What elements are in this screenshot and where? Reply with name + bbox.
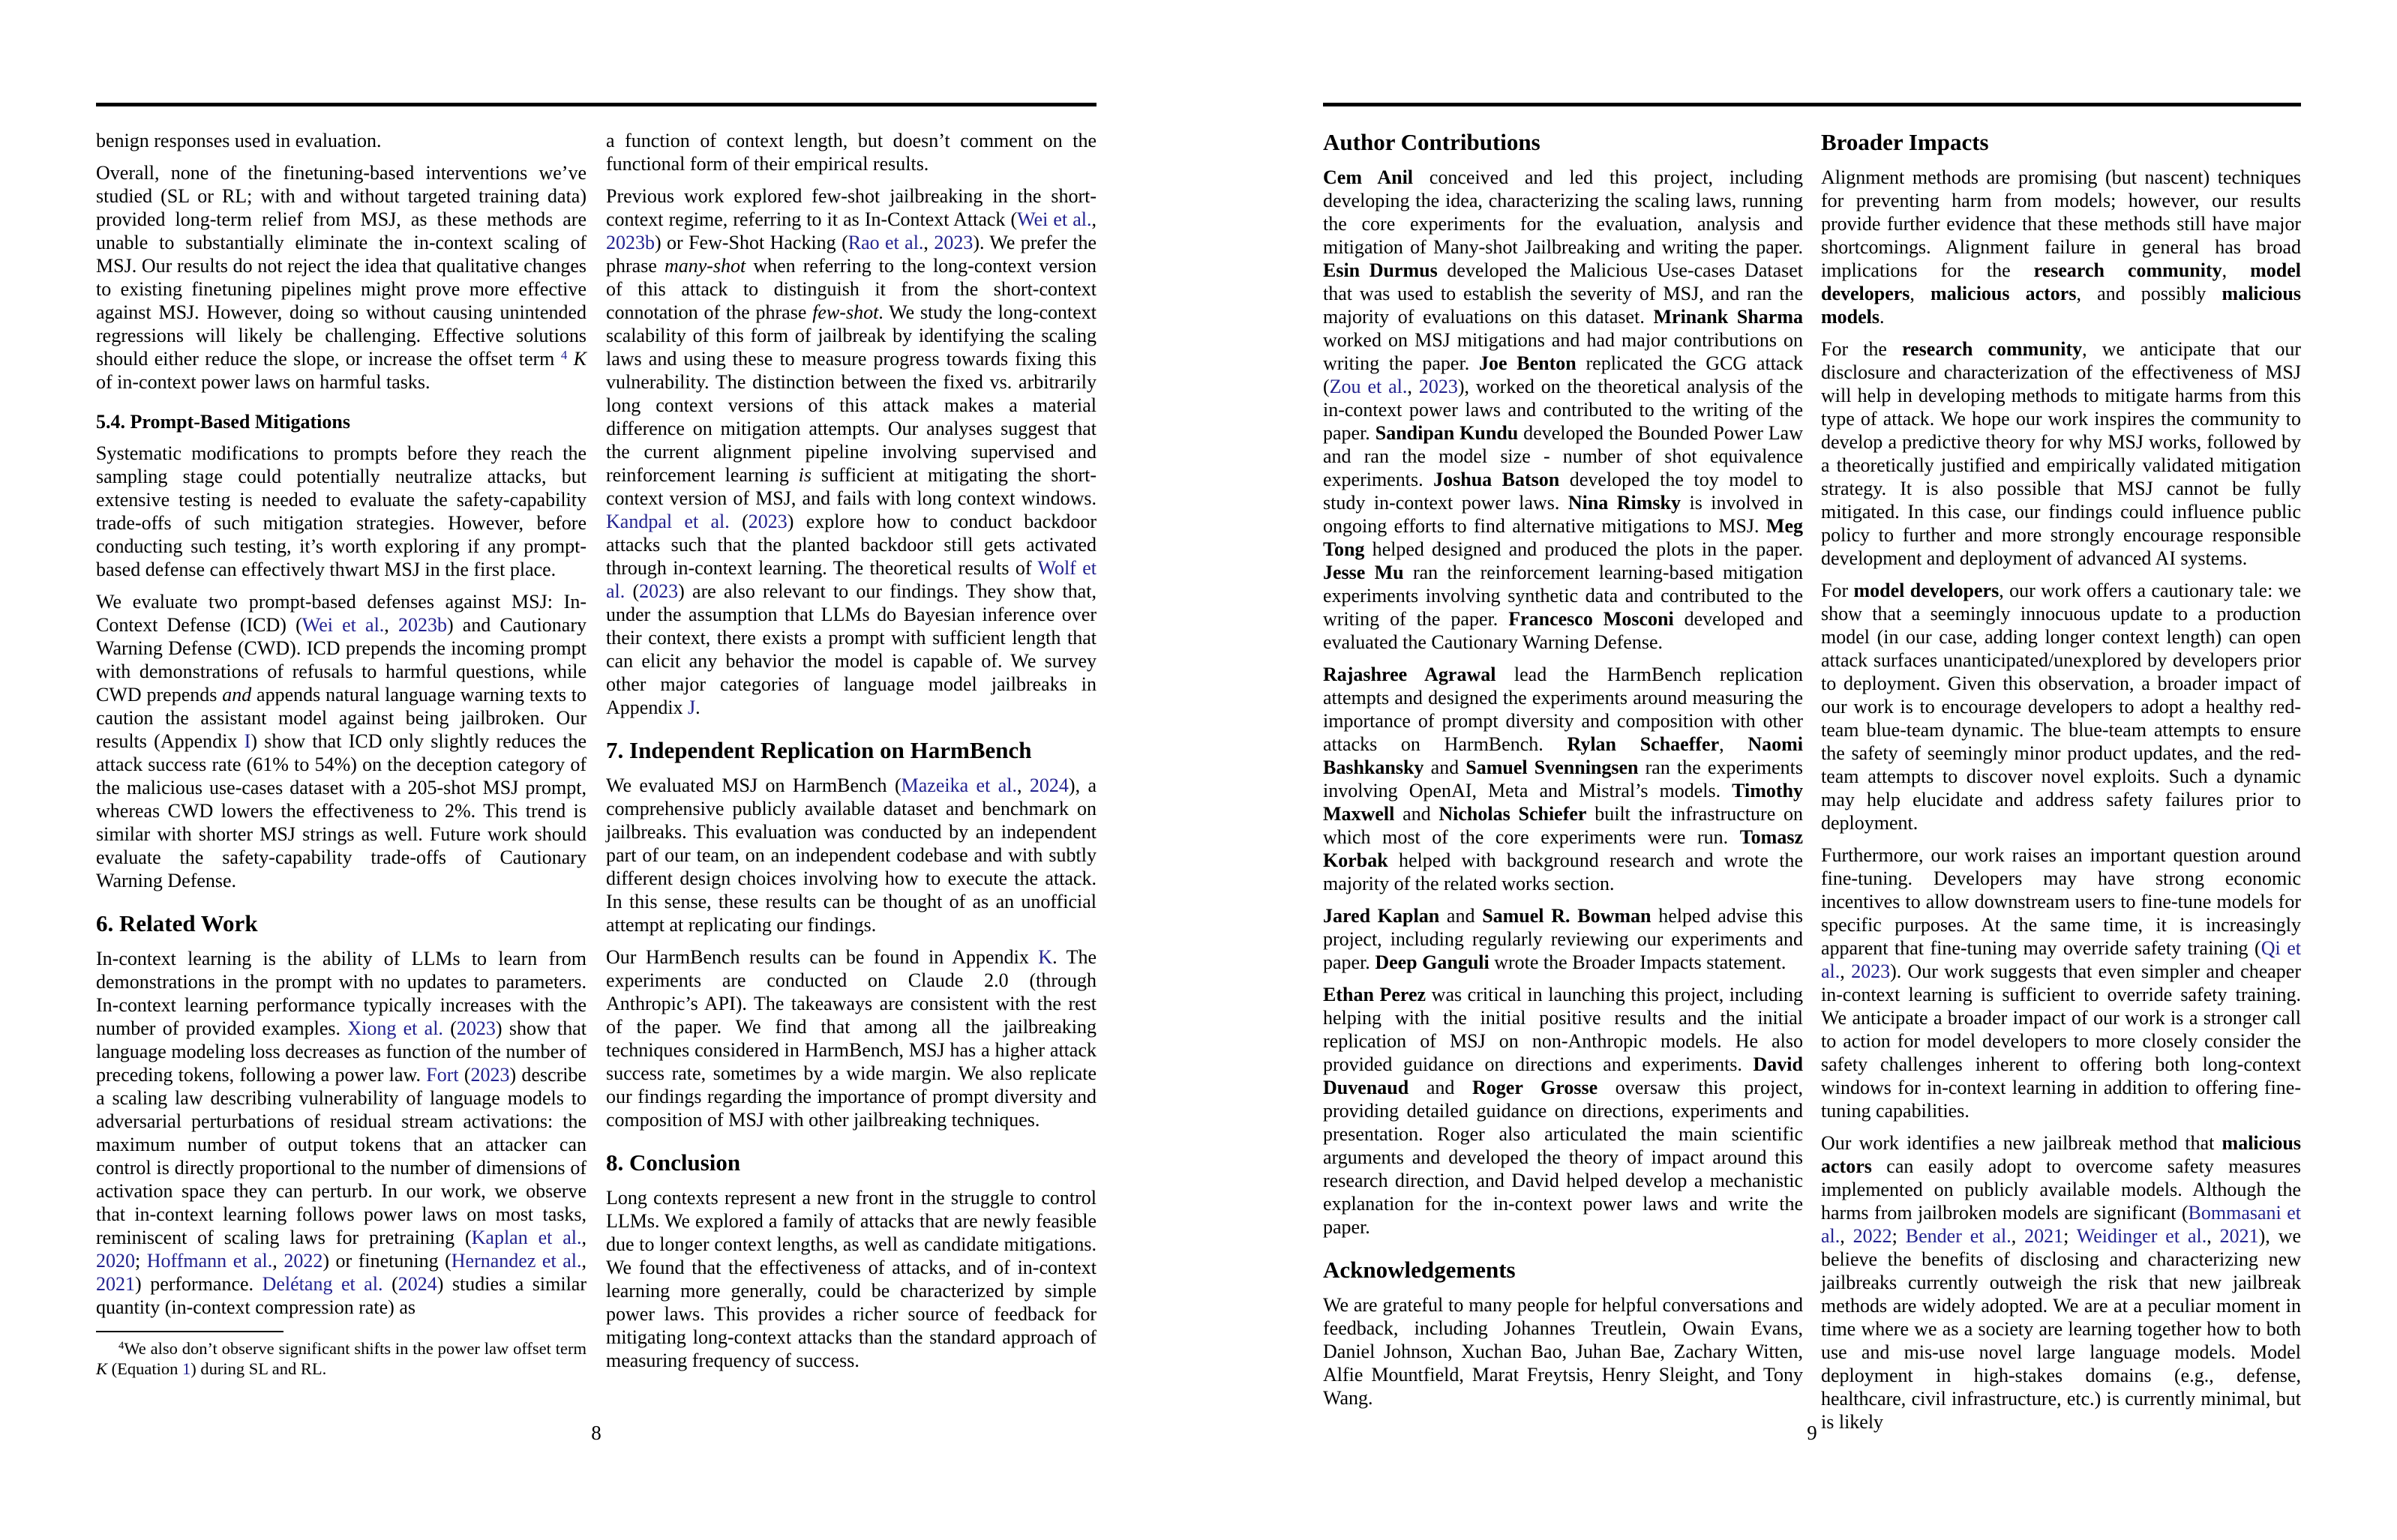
citation-link[interactable]: 2022: [1852, 1225, 1892, 1247]
citation-link[interactable]: I: [244, 730, 251, 752]
text-run: Mrinank Sharma: [1653, 306, 1803, 328]
text-run: built the infrastructure on which most of the core experiments were run.: [1323, 803, 1803, 848]
paragraph: [1821, 579, 2301, 834]
text-run: ) explore how to conduct backdoor attacks such that the planted backdoor still gets activated through in-context learning. The theoretical results of: [606, 511, 1096, 579]
text-run: ,: [2011, 1225, 2025, 1247]
citation-link[interactable]: Qi et al.: [1821, 937, 2301, 982]
text-run: We also don’t observe significant shifts in the power law offset term: [124, 1339, 586, 1358]
text-run: ) show that language modeling loss decreases as function of the number of preceding tokens, following a power law.: [96, 1017, 587, 1086]
citation-link[interactable]: 4: [560, 348, 568, 363]
citation-link[interactable]: 2023: [470, 1064, 510, 1086]
text-run: a function of context length, but doesn’t comment on the functional form of their empirical results.: [606, 130, 1096, 175]
text-run: ,: [581, 1250, 586, 1272]
text-run: Ethan Perez: [1323, 984, 1426, 1005]
text-run: ,: [1407, 376, 1419, 397]
text-run: and: [222, 684, 252, 706]
text-run: 6. Related Work: [96, 910, 258, 936]
page8-column-left: [96, 129, 586, 1379]
text-run: For: [1821, 580, 1854, 601]
text-run: lead the HarmBench replication attempts and designed the experiments around measuring the importance of prompt diversity and composition with other attacks on HarmBench.: [1323, 664, 1803, 755]
text-run: We are grateful to many people for helpful conversations and feedback, including Johannes Treutlein, Owain Evans, Daniel Johnson, Xuchan Bao, Juhan Bae, Zachary Witten, Alfie Mountfield, Marat Freytsis, Henry Sleight, and Tony Wang.: [1323, 1294, 1803, 1409]
text-run: wrote the Broader Impacts statement.: [1489, 951, 1786, 973]
section-heading: [1821, 129, 2301, 156]
paragraph: [1323, 1293, 1803, 1410]
text-run: Joe Benton: [1478, 352, 1576, 374]
text-run: Cem Anil: [1323, 166, 1414, 188]
citation-link[interactable]: Zou et al.: [1329, 376, 1408, 397]
text-run: (: [729, 511, 748, 532]
text-run: is involved in ongoing efforts to find alternative mitigations to MSJ.: [1323, 492, 1803, 537]
text-run: developed the toy model to study in-context power laws.: [1323, 469, 1803, 514]
text-run: Nicholas Schiefer: [1438, 803, 1587, 825]
text-run: , we anticipate that our disclosure and characterization of the effectiveness of MSJ will help in developing methods to mitigate harms from this type of attack. We hope our work inspires the community to develop a predictive theory for why MSJ works, followed by a theoretically justified and empirically validated mitigation strategy. It is also possible that MSJ cannot be fully mitigated. In this case, our findings could influence public policy to further and more strongly encourage responsible development and deployment of advanced AI systems.: [1821, 338, 2302, 569]
text-run: Long contexts represent a new front in the struggle to control LLMs. We explored a family of attacks that are newly feasible due to longer context lengths, as well as candidate mitigations. We found that the effectiveness of attacks, and of in-context learning more generally, could be characterized by simple power laws. This provides a richer source of feedback for mitigating long-context attacks than the standard approach of measuring frequency of success.: [606, 1187, 1096, 1371]
text-run: ;: [1892, 1225, 1906, 1247]
paragraph: [1821, 166, 2301, 328]
text-run: ) studies a similar quantity (in-context compression rate) as: [96, 1273, 586, 1318]
page8-number: 8: [591, 1422, 602, 1444]
text-run: , our work offers a cautionary tale: we show that a seemingly innocuous update to a production model (in our case, adding longer context length) can open attack surfaces unanticipated/unexplored by developers prior to deployment. Given this observation, a broader impact of our work is to encourage developers to adopt a healthy red-team blue-team dynamic. The blue-team attempts to ensure the safety of seemingly minor product updates, and the red-team attempts to discover novel exploits. Such a dynamic may help elucidate and address safety failures prior to deployment.: [1821, 580, 2302, 834]
paragraph: [1821, 843, 2301, 1122]
text-run: We evaluate two prompt-based defenses against MSJ: In-Context Defense (ICD) (: [96, 591, 586, 636]
citation-link[interactable]: K: [1038, 946, 1053, 968]
page9-column-right: [1821, 129, 2301, 1443]
text-run: Timothy Maxwell: [1323, 780, 1803, 825]
text-run: K: [96, 1359, 108, 1378]
text-run: Rajashree Agrawal: [1323, 664, 1496, 685]
citation-link[interactable]: 2021: [2219, 1225, 2259, 1247]
text-run: of in-context power laws on harmful tasks.: [96, 371, 430, 393]
text-run: appends natural language warning texts to caution the assistant model against being jailbroken. Our results (Appendix: [96, 684, 586, 752]
citation-link[interactable]: 2023: [1851, 960, 1891, 982]
section-heading: [606, 1149, 1096, 1176]
text-run: ), a comprehensive publicly available dataset and benchmark on jailbreaks. This evaluation was conducted by an independent part of our team, on an independent codebase and with subtly different design choices involving how to execute the attack. In this sense, these results can be thought of as an unofficial attempt at replicating our findings.: [606, 774, 1097, 936]
text-run: Jared Kaplan: [1323, 905, 1440, 927]
text-run: .: [695, 697, 700, 718]
text-run: Roger Grosse: [1472, 1077, 1598, 1098]
citation-link[interactable]: Rao et al.: [848, 232, 924, 253]
text-run: Alignment methods are promising (but nascent) techniques for preventing harm from models; however, our results provide further evidence that these methods still have major shortcomings. Alignment failure in general has broad implications for the: [1821, 166, 2301, 281]
text-run: In-context learning is the ability of LLMs to learn from demonstrations in the prompt with no updates to parameters. In-context learning performance typically increases with the number of provided examples.: [96, 948, 586, 1039]
citation-link[interactable]: 2023: [639, 580, 679, 602]
paragraph: [96, 129, 586, 152]
paragraph: [606, 184, 1096, 719]
citation-link[interactable]: Bender et al.: [1905, 1225, 2012, 1247]
text-run: Naomi Bashkansky: [1323, 733, 1803, 778]
section-heading: [1323, 1257, 1803, 1284]
text-run: Systematic modifications to prompts before they reach the sampling stage could potentially neutralize attacks, but extensive testing is needed to evaluate the safety-capability trade-offs of such mitigation strategies. However, before conducting such testing, it’s worth exploring if any prompt-based defense can effectively thwart MSJ in the first place.: [96, 442, 586, 580]
text-run: oversaw this project, providing detailed guidance on directions, experiments and presentation. Roger also articulated the main scientific arguments and developed the theory of impact around this research direction, and David helped develop a mechanistic explanation for the in-context power laws and write the paper.: [1323, 1077, 1803, 1238]
text-run: ,: [1016, 774, 1030, 796]
citation-link[interactable]: 2021: [96, 1273, 135, 1295]
text-run: ,: [1719, 733, 1748, 755]
text-run: helped designed and produced the plots in the paper.: [1364, 538, 1803, 560]
citation-link[interactable]: 2023b: [606, 232, 655, 253]
text-run: malicious actors: [1821, 1132, 2301, 1177]
text-run: and: [1439, 905, 1483, 927]
text-run: ). We prefer the phrase: [606, 232, 1096, 277]
text-run: ,: [2206, 1225, 2220, 1247]
paragraph: [96, 947, 586, 1319]
text-run: Francesco Mosconi: [1508, 608, 1674, 630]
paragraph: [606, 945, 1096, 1131]
text-run: malicious actors: [1930, 283, 2077, 304]
text-run: .: [1880, 306, 1885, 328]
section-heading: [96, 910, 586, 937]
text-run: We evaluated MSJ on HarmBench (: [606, 774, 902, 796]
text-run: malicious models: [1821, 283, 2301, 328]
citation-link[interactable]: Kaplan et al.: [471, 1227, 582, 1248]
text-run: 8. Conclusion: [606, 1149, 741, 1176]
text-run: was critical in launching this project, including helping with the initial positive results and the initial replication of MSJ on non-Anthropic models. He also provided guidance on directions and experiments.: [1323, 984, 1803, 1075]
text-run: ,: [272, 1250, 284, 1272]
text-run: Author Contributions: [1323, 129, 1540, 155]
subsection-heading: [96, 410, 586, 433]
section-heading: [606, 737, 1096, 764]
citation-link[interactable]: Delétang et al.: [262, 1273, 383, 1295]
paragraph: [606, 774, 1096, 936]
text-run: is: [798, 464, 812, 486]
text-run: Sandipan Kundu: [1375, 422, 1519, 444]
citation-link[interactable]: 2024: [1029, 774, 1069, 796]
paragraph: [96, 161, 586, 394]
text-run: David Duvenaud: [1323, 1053, 1803, 1098]
citation-link[interactable]: Wei et al.: [302, 614, 385, 636]
text-run: Acknowledgements: [1323, 1257, 1516, 1283]
text-run: 7. Independent Replication on HarmBench: [606, 737, 1032, 763]
text-run: and: [1408, 1077, 1473, 1098]
text-run: ,: [923, 232, 934, 253]
text-run: Tomasz Korbak: [1323, 826, 1803, 871]
text-run: (: [458, 1064, 471, 1086]
text-run: replicated the GCG attack (: [1323, 352, 1803, 397]
page8-top-rule: [96, 103, 1096, 106]
text-run: ) or finetuning (: [322, 1250, 452, 1272]
citation-link[interactable]: 2021: [2024, 1225, 2064, 1247]
text-run: Jesse Mu: [1323, 562, 1404, 583]
text-run: ,: [581, 1227, 587, 1248]
text-run: ) performance.: [135, 1273, 262, 1295]
text-run: Esin Durmus: [1323, 259, 1438, 281]
text-run: ;: [2063, 1225, 2077, 1247]
citation-link[interactable]: 2023: [456, 1017, 496, 1039]
text-run: [567, 348, 573, 370]
text-run: model developers: [1853, 580, 2000, 601]
paragraph: [1821, 337, 2301, 570]
text-run: and: [1424, 757, 1466, 778]
text-run: helped with background research and wrote the majority of the related works section.: [1323, 849, 1803, 894]
paragraph: [1323, 166, 1803, 654]
text-run: Overall, none of the finetuning-based interventions we’ve studied (SL or RL; with and without targeted training data) provided long-term relief from MSJ, as these methods are unable to substantially eliminate the in-context scaling of MSJ. Our results do not reject the idea that qualitative changes to existing finetuning pipelines might prove more effective against MSJ. However, doing so without causing unintended regressions will likely be challenging. Effective solutions should either reduce the slope, or increase the offset term: [96, 162, 586, 370]
text-run: 4: [118, 1340, 124, 1353]
page9-number: 9: [1807, 1422, 1817, 1444]
citation-link[interactable]: 2023: [934, 232, 974, 253]
citation-link[interactable]: 2024: [398, 1273, 437, 1295]
text-run: and: [1394, 803, 1439, 825]
citation-link[interactable]: Hernandez et al.: [451, 1250, 582, 1272]
text-run: research community: [2033, 259, 2222, 281]
paragraph: [1323, 983, 1803, 1239]
text-run: ), worked on the theoretical analysis of the in-context power laws and contributed to the writing of the paper.: [1323, 376, 1803, 444]
citation-link[interactable]: Hoffmann et al.: [146, 1250, 273, 1272]
citation-link[interactable]: Xiong et al.: [347, 1017, 443, 1039]
citation-link[interactable]: 2020: [96, 1250, 135, 1272]
text-run: benign responses used in evaluation.: [96, 130, 382, 151]
paragraph: [96, 442, 586, 581]
text-run: ) during SL and RL.: [190, 1359, 327, 1378]
text-run: Previous work explored few-shot jailbreaking in the short-context regime, referring to it as In-Context Attack (: [606, 185, 1096, 230]
text-run: ;: [135, 1250, 147, 1272]
paragraph: [606, 129, 1096, 175]
text-run: when referring to the long-context version of this attack to distinguish it from the short-context connotation of the phrase: [606, 255, 1096, 323]
text-run: developed the Malicious Use-cases Dataset that was used to establish the severity of MSJ, and ran the majority of evaluations on this dataset.: [1323, 259, 1803, 328]
citation-link[interactable]: Fort: [426, 1064, 459, 1086]
text-run: ) and Cautionary Warning Defense (CWD). ICD prepends the incoming prompt with demonstrations of refusals to harmful questions, while CWD prepends: [96, 614, 586, 706]
text-run: ,: [1840, 1225, 1853, 1247]
citation-link[interactable]: Weidinger et al.: [2076, 1225, 2207, 1247]
citation-link[interactable]: Wolf et al.: [606, 557, 1096, 602]
text-run: ,: [1840, 960, 1852, 982]
paragraph: [1821, 1131, 2301, 1434]
text-run: Joshua Batson: [1433, 469, 1560, 490]
citation-link[interactable]: Kandpal et al.: [606, 511, 730, 532]
text-run: ). Our work suggests that even simpler and cheaper in-context learning is sufficient to override safety training. We anticipate a broader impact of our work is a stronger call to action for model developers to more closely consider the safety challenges inherent to offering both long-context windows for in-context learning in addition to offering fine-tuning capabilities.: [1821, 960, 2301, 1122]
text-run: Our HarmBench results can be found in Appendix: [606, 946, 1039, 968]
citation-link[interactable]: 1: [182, 1359, 191, 1378]
text-run: ) show that ICD only slightly reduces the attack success rate (61% to 54%) on the deception category of the malicious use-cases dataset with a 205-shot MSJ prompt, whereas CWD lowers the effectiveness to 2%. This trend is similar with shorter MSJ strings as well. Future work should evaluate the safety-capability trade-offs of Cautionary Warning Defense.: [96, 730, 586, 891]
text-run: (: [442, 1017, 457, 1039]
text-run: conceived and led this project, including developing the idea, characterizing the scaling laws, running the core experiments for the evaluation, analysis and mitigation of Many-shot Jailbreaking and writing the paper.: [1323, 166, 1803, 258]
paragraph: [606, 1186, 1096, 1372]
text-run: , and possibly: [2076, 283, 2222, 304]
citation-link[interactable]: Bommasani et al.: [1821, 1202, 2301, 1247]
text-run: (Equation: [107, 1359, 182, 1378]
paragraph: [1323, 663, 1803, 895]
text-run: ran the reinforcement learning-based mitigation experiments involving synthetic data and contributed to the writing of the paper.: [1323, 562, 1803, 630]
text-run: can easily adopt to overcome safety measures implemented on publicly available models. Although the harms from jailbroken models are significant (: [1821, 1155, 2301, 1224]
citation-link[interactable]: Wei et al.: [1017, 208, 1092, 230]
text-run: (: [382, 1273, 398, 1295]
text-run: developed and evaluated the Cautionary Warning Defense.: [1323, 608, 1803, 653]
page9-top-rule: [1323, 103, 2301, 106]
text-run: worked on MSJ mitigations and had major contributions on writing the paper.: [1323, 329, 1803, 374]
text-run: ) are also relevant to our findings. They show that, under the assumption that LLMs do Bayesian inference over their context, there exists a prompt with sufficient length that can elicit any behavior the model is capable of. We survey other major categories of language model jailbreaks in Appendix: [606, 580, 1096, 718]
text-run: many-shot: [664, 255, 746, 277]
text-run: helped advise this project, including regularly reviewing our experiments and paper.: [1323, 905, 1804, 973]
text-run: developed the Bounded Power Law and ran the model size - number of shot equivalence experiments.: [1323, 422, 1803, 490]
text-run: research community: [1902, 338, 2083, 360]
text-run: Our work identifies a new jailbreak method that: [1821, 1132, 2222, 1154]
text-run: sufficient at mitigating the short-context version of MSJ, and fails with long context windows.: [606, 464, 1096, 509]
text-run: ran the experiments involving OpenAI, Meta and Mistral’s models.: [1323, 757, 1803, 801]
text-run: Deep Ganguli: [1375, 951, 1490, 973]
text-run: ) describe a scaling law describing vulnerability of language models to adversarial perturbations of residual stream activations: the maximum number of output tokens that an attacker can control is directly proportional to the number of dimensions of activation space they can perturb. In our work, we observe that in-context learning follows power laws on most tasks, reminiscent of scaling laws for pretraining (: [96, 1064, 586, 1248]
text-run: Nina Rimsky: [1568, 492, 1681, 514]
text-run: ,: [1910, 283, 1931, 304]
text-run: ,: [384, 614, 398, 636]
text-run: ), we believe the benefits of disclosing and characterizing new jailbreaks currently outweigh the risk that new jailbreak methods are widely adopted. We are at a peculiar moment in time where we as a society are learning together how to both use and mis-use novel large language models. Model deployment in high-stakes domains (e.g., defense, healthcare, civil infrastructure, etc.) is currently minimal, but is likely: [1821, 1225, 2302, 1433]
text-run: model developers: [1821, 259, 2302, 304]
citation-link[interactable]: 2023: [1418, 376, 1458, 397]
footnote: [96, 1338, 586, 1379]
footnote-rule: [96, 1331, 284, 1332]
text-run: few-shot: [812, 301, 879, 323]
text-run: (: [625, 580, 640, 602]
page9-column-left: [1323, 129, 1803, 1419]
text-run: Samuel R. Bowman: [1482, 905, 1652, 927]
text-run: ,: [2222, 259, 2251, 281]
text-run: Meg Tong: [1323, 515, 1803, 560]
citation-link[interactable]: J: [688, 697, 696, 718]
section-heading: [1323, 129, 1803, 156]
paragraph: [1323, 904, 1803, 974]
citation-link[interactable]: 2022: [284, 1250, 323, 1272]
citation-link[interactable]: 2023: [748, 511, 788, 532]
page8-column-right: [606, 129, 1096, 1381]
text-run: . The experiments are conducted on Claude 2.0 (through Anthropic’s API). The takeaways are consistent with the rest of the paper. We find that among all the jailbreaking techniques considered in HarmBench, MSJ has a higher attack success rate, sometimes by a wide margin. We also replicate our findings regarding the importance of prompt diversity and composition of MSJ with other jailbreaking techniques.: [606, 946, 1096, 1131]
text-run: Broader Impacts: [1821, 129, 1989, 155]
text-run: . We study the long-context scalability of this form of jailbreak by identifying the scaling laws and using these to measure progress towards fixing this vulnerability. The distinction between the fixed vs. arbitrarily long context versions of this attack makes a material difference on mitigation attempts. Our analyses suggest that the current alignment pipeline involving supervised and reinforcement learning: [606, 301, 1096, 486]
paragraph: [96, 590, 586, 892]
citation-link[interactable]: Mazeika et al.: [901, 774, 1017, 796]
text-run: Furthermore, our work raises an important question around fine-tuning. Developers may have strong economic incentives to allow downstream users to fine-tune models for specific purposes. At the same time, it is increasingly apparent that fine-tuning may override safety training (: [1821, 844, 2301, 959]
text-run: Samuel Svenningsen: [1466, 757, 1639, 778]
citation-link[interactable]: 2023b: [398, 614, 447, 636]
text-run: 5.4. Prompt-Based Mitigations: [96, 411, 350, 433]
text-run: K: [573, 348, 586, 370]
text-run: ,: [1091, 208, 1097, 230]
text-run: Rylan Schaeffer: [1567, 733, 1720, 755]
text-run: ) or Few-Shot Hacking (: [655, 232, 848, 253]
text-run: For the: [1821, 338, 1903, 360]
